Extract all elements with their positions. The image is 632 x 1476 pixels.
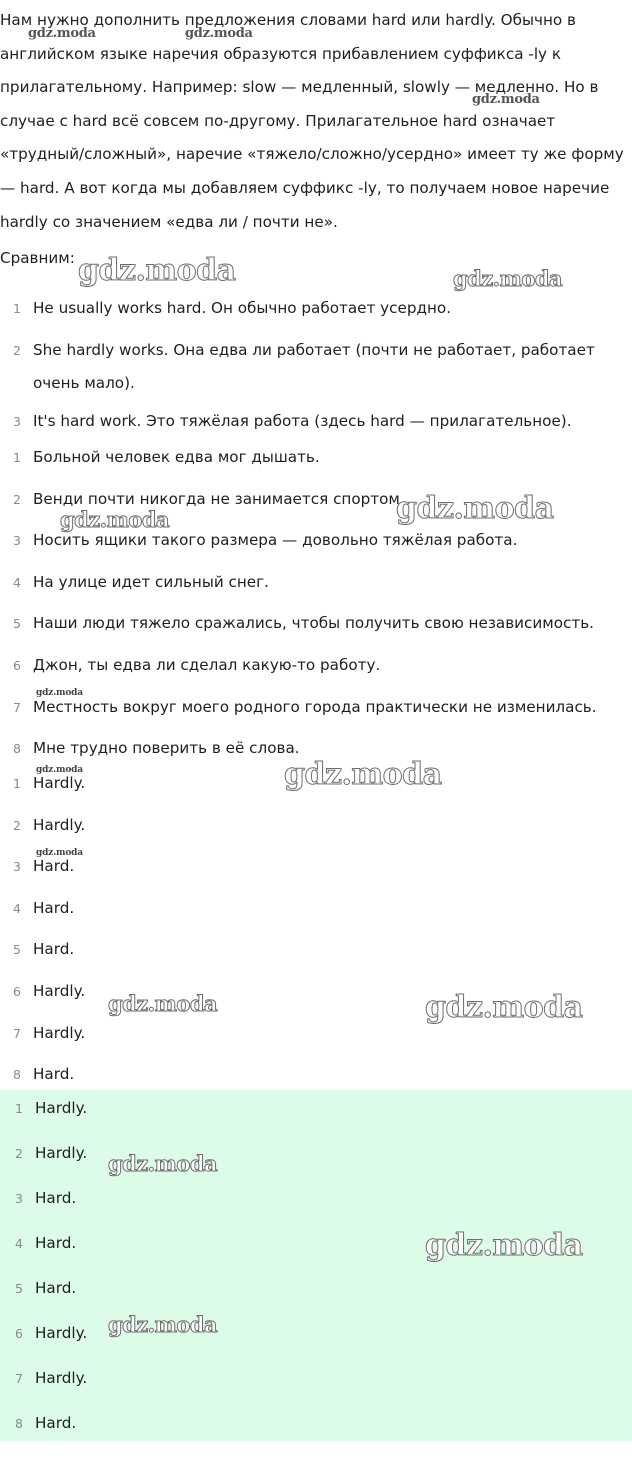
list-item [0,691,632,733]
examples-list [0,292,628,446]
watermark: gdz.moda [28,26,96,41]
item-number: 1 [13,450,21,465]
watermark: gdz.moda [36,765,83,775]
item-number: 7 [15,1371,23,1386]
item-text: Hard. [33,857,75,876]
item-text: Больной человек едва мог дышать. [33,448,320,466]
watermark: gdz.moda [396,491,554,526]
list-item [0,441,632,483]
item-number: 3 [13,859,21,875]
item-number: 3 [13,413,21,429]
watermark: gdz.moda [108,1312,218,1337]
item-text: Hard. [33,1065,75,1084]
list-item [2,1362,632,1407]
list-item [0,892,632,934]
list-item [0,334,628,405]
list-item [2,1182,632,1227]
item-number: 4 [15,1236,23,1251]
item-number: 8 [13,1067,21,1083]
item-text: Hard. [33,898,75,917]
item-number: 7 [13,699,21,715]
item-number: 5 [13,942,21,958]
item-text: Hard. [33,940,75,959]
answers-list [0,767,632,1100]
list-item [0,649,632,691]
item-number: 2 [15,1146,23,1161]
item-number: 6 [13,983,21,999]
item-number: 8 [13,741,21,757]
item-text: Hard. [35,1234,77,1252]
item-text: Hardly. [35,1099,88,1117]
item-text: Hardly. [33,981,86,1000]
item-number: 6 [15,1326,23,1341]
item-number: 2 [13,491,21,507]
item-number: 3 [15,1191,23,1206]
watermark: gdz.moda [108,1151,218,1176]
item-number: 6 [13,657,21,673]
item-text: Hardly. [35,1144,88,1162]
item-number: 8 [15,1416,23,1431]
list-item [0,292,628,334]
item-number: 2 [13,817,21,833]
intro-paragraph: Нам нужно дополнить предложения словами hard или hardly. Обычно в английском языке наречия образуются прибавлением суффикса -ly к прилагательному. Например: slow — медленный, slowly — медленно. Но в случае с hard всё совсем по-другому. Прилагательное hard означает «трудный/сложный», наречие «тяжело/сложно/усердно» имеет ту же форму — hard. А вот когда мы добавляем суффикс -ly, то получаем новое наречие hardly со значением «едва ли / почти не». [0,11,624,231]
item-number: 4 [13,900,21,916]
watermark: gdz.moda [425,1228,583,1263]
item-text: She hardly works. Она едва ли работает (почти не работает, работает очень мало). [33,340,595,393]
list-item [0,566,632,608]
watermark: gdz.moda [36,848,83,858]
item-text: Наши люди тяжело сражались, чтобы получить свою независимость. [33,614,594,633]
item-text: He usually works hard. Он обычно работает усердно. [33,299,452,317]
watermark: gdz.moda [78,253,236,288]
item-text: Джон, ты едва ли сделал какую-то работу. [33,655,381,674]
list-item [0,607,632,649]
item-number: 7 [13,1025,21,1041]
item-text: Hardly. [33,815,86,834]
item-number: 3 [13,533,21,549]
item-number: 4 [13,574,21,590]
list-item [2,1272,632,1317]
item-number: 2 [13,342,21,358]
watermark: gdz.moda [108,991,218,1016]
item-number: 1 [15,1101,23,1116]
item-text: Мне трудно поверить в её слова. [33,739,300,758]
watermark: gdz.moda [472,92,540,107]
item-text: Hardly. [35,1324,88,1342]
compare-label: Сравним: [0,249,75,267]
list-item [0,933,632,975]
item-text: На улице идет сильный снег. [33,572,269,591]
watermark: gdz.moda [453,266,563,291]
watermark: gdz.moda [185,26,253,41]
watermark: gdz.moda [36,688,83,698]
item-number: 1 [13,301,21,316]
watermark: gdz.moda [60,507,170,532]
item-text: It's hard work. Это тяжёлая работа (здесь hard — прилагательное). [33,411,572,430]
item-text: Hardly. [33,774,86,792]
highlighted-answers-block [0,1090,632,1441]
item-number: 1 [13,776,21,791]
list-item [0,850,632,892]
list-item [2,1317,632,1362]
list-item [2,1137,632,1182]
watermark: gdz.moda [284,757,442,792]
list-item [2,1407,632,1452]
item-text: Венди почти никогда не занимается спортом. [33,489,405,508]
item-text: Носить ящики такого размера — довольно тяжёлая работа. [33,531,518,550]
item-text: Местность вокруг моего родного города практически не изменилась. [33,697,597,716]
watermark: gdz.moda [425,990,583,1025]
item-number: 5 [13,616,21,632]
item-text: Hard. [35,1189,77,1207]
highlighted-answers-list [2,1092,632,1452]
list-item [0,809,632,851]
item-text: Hard. [35,1279,77,1297]
item-text: Hardly. [33,1023,86,1042]
item-text: Hardly. [35,1369,88,1387]
item-number: 5 [15,1281,23,1296]
list-item [2,1092,632,1137]
item-text: Hard. [35,1414,77,1432]
